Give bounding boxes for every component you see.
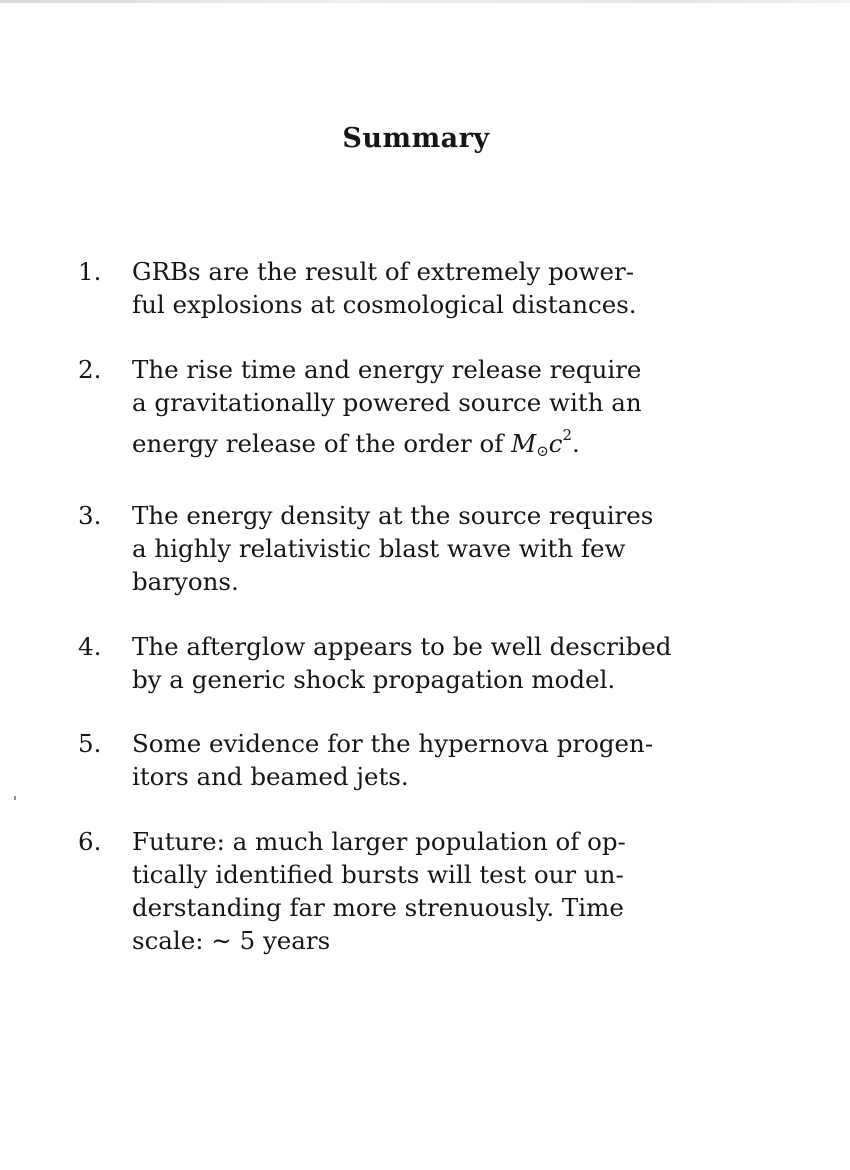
text-line: The energy density at the source requires [132,501,654,530]
item-number: 1. [78,257,102,286]
scan-top-edge [0,0,850,3]
list-item [78,825,678,957]
sun-symbol-icon: ⊙ [536,441,549,460]
text-line-with-formula [132,419,678,468]
item-text [132,255,678,321]
text-fragment: energy release of the order of [132,428,512,458]
list-item [78,353,678,468]
text-line: by a generic shock propagation model. [132,664,616,694]
item-number: 3. [78,501,102,530]
item-text [132,353,678,468]
math-exponent: 2 [562,425,573,444]
text-line: scale: ∼ 5 years [132,925,331,955]
text-line: a gravitationally powered source with an [132,387,642,417]
item-number: 6. [78,826,102,856]
list-item [78,727,678,793]
text-line: The afterglow appears to be well described [132,631,672,661]
list-item [78,499,678,598]
math-symbol-c: c [548,428,563,458]
text-line: derstanding far more strenuously. Time [132,892,624,922]
item-text [132,825,678,957]
text-fragment: . [572,428,580,458]
item-number: 5. [78,729,102,758]
text-line: tically identified bursts will test our un- [132,859,624,889]
list-item [78,630,678,696]
text-line: itors and beamed jets. [132,762,409,791]
math-symbol-m: M [511,428,537,458]
text-line: GRBs are the result of extremely power- [132,257,634,286]
item-number: 2. [78,354,102,384]
text-line: Some evidence for the hypernova progen- [132,729,654,758]
text-line: a highly relativistic blast wave with few [132,534,626,563]
solar-mass-formula [511,425,573,460]
item-number: 4. [78,631,102,661]
scan-speck [14,796,16,800]
text-line: Future: a much larger population of op- [132,826,626,856]
text-line: baryons. [132,567,239,596]
list-item [78,255,678,321]
text-line: ful explosions at cosmological distances. [132,290,637,319]
text-line: The rise time and energy release require [132,354,642,384]
summary-list [78,255,678,988]
item-text [132,727,678,793]
page-title: Summary [342,123,490,155]
item-text [132,630,678,696]
item-text [132,499,678,598]
